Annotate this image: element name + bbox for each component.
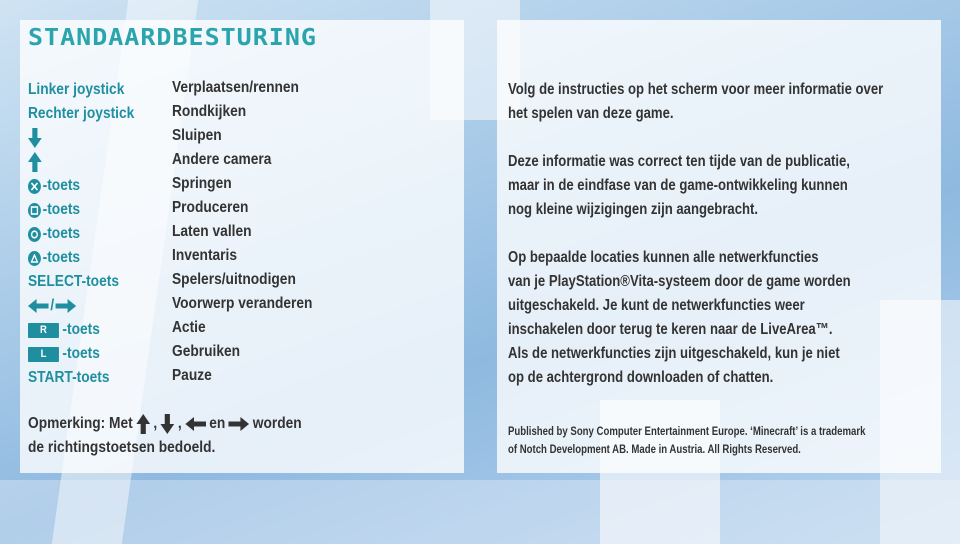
arrow-down-icon [161,414,175,434]
control-key: Rechter joystick [28,105,135,122]
control-action: Produceren [172,199,249,216]
control-key: START-toets [28,369,110,386]
triangle-button-icon [28,251,41,266]
control-action: Inventaris [172,247,238,264]
control-row [28,78,448,102]
control-key-suffix: -toets [62,345,100,362]
control-row [28,318,448,342]
arrow-up-icon [136,414,150,434]
note-suffix: worden [252,415,302,432]
control-row [28,126,448,150]
control-row [28,102,448,126]
control-row [28,150,448,174]
control-row [28,174,448,198]
control-row [28,342,448,366]
control-row [28,366,448,390]
control-action: Springen [172,175,232,192]
arrow-down-icon [28,128,42,148]
cross-button-icon [28,179,41,194]
controls-panel [20,20,464,473]
control-action: Verplaatsen/rennen [172,79,299,96]
control-row [28,246,448,270]
control-row [28,222,448,246]
control-row [28,270,448,294]
square-button-icon [28,203,41,218]
control-action: Sluipen [172,127,222,144]
circle-button-icon [28,227,41,242]
page-title: STANDAARDBESTURING [28,24,317,51]
info-paragraph: Volg de instructies op het scherm voor meer informatie over het spelen van deze game. [508,81,884,122]
note-prefix: Opmerking: Met [28,415,133,432]
direction-note [28,412,389,460]
arrow-left-icon [185,417,206,431]
background-block [0,480,960,544]
control-row [28,294,448,318]
arrow-left-icon [28,299,49,313]
info-paragraph: Op bepaalde locaties kunnen alle netwerkfuncties van je PlayStation®Vita-systeem door de game worden uitgeschakeld. Je kunt de netwerkfuncties weer inschakelen door terug te keren naar de LiveArea™. Als de netwerkfuncties zijn uitgeschakeld, kun je niet op de achtergrond downloaden of chatten. [508,249,851,386]
control-key-suffix: -toets [42,177,81,194]
note-comma: , [177,415,182,432]
r-button-icon: R [28,323,59,338]
control-key-suffix: -toets [42,225,81,242]
control-key-suffix: -toets [62,321,100,338]
legal-notice: Published by Sony Computer Entertainment Europe. ‘Minecraft’ is a trademark of Notch Development AB. Made in Austria. All Rights Reserved. [508,424,866,456]
control-action: Voorwerp veranderen [172,295,313,312]
control-action: Actie [172,319,206,336]
info-paragraph: Deze informatie was correct ten tijde van de publicatie, maar in de eindfase van de game-ontwikkeling kunnen nog kleine wijzigingen zijn aangebracht. [508,153,850,218]
control-key-separator: / [50,297,55,314]
info-text [508,78,885,414]
arrow-right-icon [56,299,77,313]
l-button-icon: L [28,347,59,362]
note-conjunction: en [209,415,226,432]
note-line-2: de richtingstoetsen bedoeld. [28,439,216,456]
control-key: Linker joystick [28,81,125,98]
control-key-suffix: -toets [42,201,81,218]
control-action: Gebruiken [172,343,241,360]
control-action: Rondkijken [172,103,247,120]
control-action: Spelers/uitnodigen [172,271,296,288]
control-key-suffix: -toets [42,249,81,266]
control-key: SELECT-toets [28,273,119,290]
arrow-right-icon [229,417,250,431]
control-action: Andere camera [172,151,272,168]
control-row [28,198,448,222]
note-comma: , [153,415,158,432]
info-panel [497,20,941,473]
control-action: Pauze [172,367,212,384]
arrow-up-icon [28,152,42,172]
controls-list [28,78,448,390]
control-action: Laten vallen [172,223,252,240]
